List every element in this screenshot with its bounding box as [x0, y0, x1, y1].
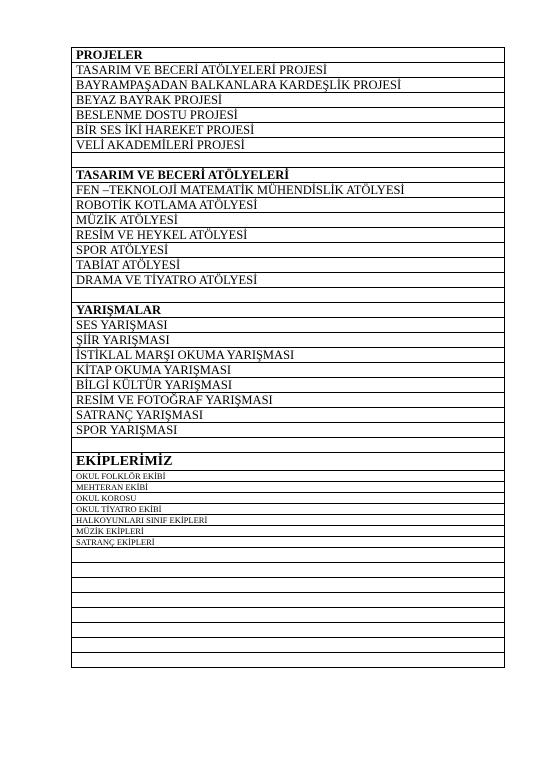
table-row	[72, 471, 505, 482]
list-item: ŞİİR YARIŞMASI	[72, 333, 505, 348]
table-row	[72, 183, 505, 198]
empty-row	[72, 288, 505, 303]
empty-row	[72, 578, 505, 593]
table-row	[72, 318, 505, 333]
list-item: SATRANÇ YARIŞMASI	[72, 408, 505, 423]
table-row	[72, 363, 505, 378]
section-heading-row	[72, 303, 505, 318]
table-row	[72, 504, 505, 515]
list-item: BEYAZ BAYRAK PROJESİ	[72, 93, 505, 108]
list-item: VELİ AKADEMİLERİ PROJESİ	[72, 138, 505, 153]
empty-cell	[72, 653, 505, 668]
empty-cell	[72, 578, 505, 593]
list-item: BESLENME DOSTU PROJESİ	[72, 108, 505, 123]
list-item: İSTİKLAL MARŞI OKUMA YARIŞMASI	[72, 348, 505, 363]
table-row	[72, 493, 505, 504]
list-item: TASARIM VE BECERİ ATÖLYELERİ PROJESİ	[72, 63, 505, 78]
list-item: ROBOTİK KOTLAMA ATÖLYESİ	[72, 198, 505, 213]
list-item: SES YARIŞMASI	[72, 318, 505, 333]
list-item: BİLGİ KÜLTÜR YARIŞMASI	[72, 378, 505, 393]
empty-cell	[72, 548, 505, 563]
list-item: OKUL TİYATRO EKİBİ	[72, 504, 505, 515]
section-heading-ekiplerimiz: EKİPLERİMİZ	[72, 453, 505, 471]
empty-row	[72, 623, 505, 638]
list-item: FEN –TEKNOLOJİ MATEMATİK MÜHENDİSLİK ATÖLYESİ	[72, 183, 505, 198]
list-item: OKUL KOROSU	[72, 493, 505, 504]
table-row	[72, 348, 505, 363]
table-row	[72, 273, 505, 288]
list-item: SATRANÇ EKİPLERİ	[72, 537, 505, 548]
list-item: SPOR YARIŞMASI	[72, 423, 505, 438]
table-row	[72, 123, 505, 138]
activities-table	[71, 47, 505, 668]
empty-cell	[72, 288, 505, 303]
table-row	[72, 63, 505, 78]
list-item: BİR SES İKİ HAREKET PROJESİ	[72, 123, 505, 138]
section-heading-yarismalar: YARIŞMALAR	[72, 303, 505, 318]
empty-cell	[72, 608, 505, 623]
list-item: HALKOYUNLARI SINIF EKİPLERİ	[72, 515, 505, 526]
empty-cell	[72, 153, 505, 168]
empty-cell	[72, 438, 505, 453]
table-row	[72, 258, 505, 273]
table-row	[72, 378, 505, 393]
list-item: MÜZİK EKİPLERİ	[72, 526, 505, 537]
empty-row	[72, 638, 505, 653]
table-row	[72, 243, 505, 258]
empty-cell	[72, 623, 505, 638]
list-item: DRAMA VE TİYATRO ATÖLYESİ	[72, 273, 505, 288]
list-item: SPOR ATÖLYESİ	[72, 243, 505, 258]
table-row	[72, 526, 505, 537]
table-row	[72, 515, 505, 526]
list-item: KİTAP OKUMA YARIŞMASI	[72, 363, 505, 378]
list-item: RESİM VE FOTOĞRAF YARIŞMASI	[72, 393, 505, 408]
table-row	[72, 482, 505, 493]
list-item: BAYRAMPAŞADAN BALKANLARA KARDEŞLİK PROJESİ	[72, 78, 505, 93]
empty-row	[72, 153, 505, 168]
table-row	[72, 213, 505, 228]
empty-row	[72, 653, 505, 668]
table-row	[72, 228, 505, 243]
table-row	[72, 78, 505, 93]
list-item: TABİAT ATÖLYESİ	[72, 258, 505, 273]
empty-row	[72, 608, 505, 623]
list-item: RESİM VE HEYKEL ATÖLYESİ	[72, 228, 505, 243]
table-row	[72, 138, 505, 153]
list-item: MEHTERAN EKİBİ	[72, 482, 505, 493]
section-heading-row	[72, 48, 505, 63]
empty-row	[72, 593, 505, 608]
table-row	[72, 198, 505, 213]
table-row	[72, 333, 505, 348]
empty-cell	[72, 593, 505, 608]
table-row	[72, 423, 505, 438]
table-row	[72, 393, 505, 408]
table-row	[72, 408, 505, 423]
section-heading-projeler: PROJELER	[72, 48, 505, 63]
empty-cell	[72, 638, 505, 653]
section-heading-atolyeler: TASARIM VE BECERİ ATÖLYELERİ	[72, 168, 505, 183]
list-item: OKUL FOLKLÖR EKİBİ	[72, 471, 505, 482]
empty-row	[72, 438, 505, 453]
table-row	[72, 537, 505, 548]
section-heading-row	[72, 168, 505, 183]
section-heading-row	[72, 453, 505, 471]
table-row	[72, 108, 505, 123]
empty-cell	[72, 563, 505, 578]
table-row	[72, 93, 505, 108]
list-item: MÜZİK ATÖLYESİ	[72, 213, 505, 228]
empty-row	[72, 563, 505, 578]
empty-row	[72, 548, 505, 563]
